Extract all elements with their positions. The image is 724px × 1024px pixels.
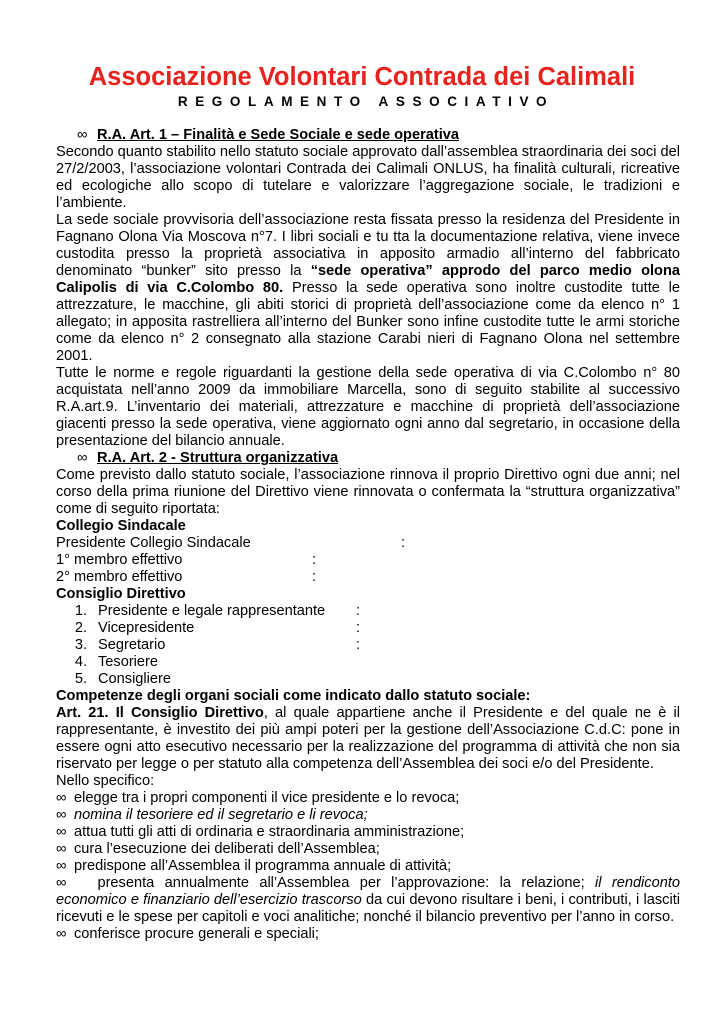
collegio-row bbox=[56, 569, 680, 586]
duty-text: conferisce procure generali e speciali; bbox=[74, 926, 319, 942]
infinity-bullet-icon: ∞ bbox=[56, 926, 67, 942]
duty-item bbox=[56, 841, 680, 858]
document-subtitle: REGOLAMENTO ASSOCIATIVO bbox=[177, 94, 555, 109]
art2-heading bbox=[56, 450, 680, 467]
list-label: Tesoriere bbox=[98, 654, 159, 670]
art1-paragraph-1: Secondo quanto stabilito nello statuto sociale approvato dall’assemblea straordinaria dei soci del 27/2/2003, l’associazione volontari Contrada dei Calimali ONLUS, ha finalità culturali, ricreative ed ecologiche allo scopo di tutelare e valorizzare l’aggregazione sociale, le tradizioni e l’ambiente. bbox=[56, 144, 680, 211]
duty-text: elegge tra i propri componenti il vice presidente e lo revoca; bbox=[74, 790, 460, 806]
duty-text: predispone all’Assemblea il programma annuale di attività; bbox=[74, 858, 452, 874]
list-label: Segretario bbox=[98, 637, 166, 653]
collegio-row-label: 1° membro effettivo bbox=[56, 552, 183, 568]
list-number: 1. bbox=[74, 603, 87, 619]
consiglio-list-item bbox=[56, 654, 680, 671]
duty-item-long bbox=[56, 875, 680, 926]
art1-heading bbox=[56, 127, 680, 144]
nello-specifico: Nello specifico: bbox=[56, 773, 155, 789]
duty-item bbox=[56, 807, 680, 824]
art1-paragraph-2 bbox=[56, 212, 680, 365]
collegio-row-sep: : bbox=[401, 535, 406, 551]
list-sep: : bbox=[356, 620, 361, 636]
duty-item bbox=[56, 790, 680, 807]
duty-text: nomina il tesoriere ed il segretario e li revoca; bbox=[74, 807, 368, 823]
art1-heading-text: R.A. Art. 1 – Finalità e Sede Sociale e sede operativa bbox=[97, 127, 460, 143]
collegio-row bbox=[56, 535, 680, 552]
art1-p2-text-a: La sede sociale provvisoria dell’associazione resta fissata presso la residenza del Presidente in Fagnano Olona Via Moscova n°7. I libri sociali e tu tta la documentazione relativa, viene invece custodita presso la proprietà associativa in apposito armadio all’interno del fabbricato denominato “bunker” sito presso la bbox=[56, 212, 680, 279]
list-number: 3. bbox=[74, 637, 87, 653]
collegio-row-sep: : bbox=[312, 569, 317, 585]
duty-text-italic: il rendiconto economico e finanziario dell’esercizio trascorso bbox=[56, 875, 680, 908]
duty-item bbox=[56, 824, 680, 841]
competenze-title: Competenze degli organi sociali come indicato dallo statuto sociale: bbox=[56, 688, 531, 704]
list-number: 5. bbox=[74, 671, 87, 687]
infinity-bullet-icon: ∞ bbox=[56, 875, 67, 891]
duty-item bbox=[56, 858, 680, 875]
art2-paragraph-1: Come previsto dallo statuto sociale, l’associazione rinnova il proprio Direttivo ogni due anni; nel corso della prima riunione del Direttivo viene rinnovata o confermata la “struttura organizzativa” come di seguito riportata: bbox=[56, 467, 680, 517]
list-sep: : bbox=[356, 637, 361, 653]
document-title: Associazione Volontari Contrada dei Calimali bbox=[88, 63, 636, 91]
duty-item bbox=[56, 926, 680, 943]
duty-text-b: da cui devono risultare i beni, i contributi, i lasciti ricevuti e le spese per capitoli e voci analitiche; nonché il bilancio preventivo per l’anno in corso. bbox=[56, 892, 680, 925]
duty-text-a: presenta annualmente all’Assemblea per l’approvazione: la relazione; bbox=[97, 875, 585, 891]
infinity-bullet-icon: ∞ bbox=[56, 790, 67, 806]
list-label: Presidente e legale rappresentante bbox=[98, 603, 326, 619]
consiglio-list-item bbox=[56, 603, 680, 620]
infinity-bullet-icon: ∞ bbox=[56, 824, 67, 840]
art21-paragraph bbox=[56, 705, 680, 773]
consiglio-list-item bbox=[56, 637, 680, 654]
list-sep: : bbox=[356, 603, 361, 619]
consiglio-list-item bbox=[56, 620, 680, 637]
collegio-row-sep: : bbox=[312, 552, 317, 568]
collegio-row bbox=[56, 552, 680, 569]
art21-text: , al quale appartiene anche il Presidente e del quale ne è il rappresentante, è investito dei più ampi poteri per la gestione dell’Associazione C.d.C: pone in essere ogni atto esecutivo necessario per la realizzazione del programma di attività che non sia riservato per legge o per statuto alla competenza dell’Assemblea dei soci e/o del Presidente. bbox=[56, 705, 680, 772]
art2-heading-text: R.A. Art. 2 - Struttura organizzativa bbox=[97, 450, 339, 466]
infinity-bullet-icon: ∞ bbox=[77, 127, 88, 143]
consiglio-list-item bbox=[56, 671, 680, 688]
art21-bold: Art. 21. Il Consiglio Direttivo bbox=[56, 705, 264, 721]
collegio-row-label: Presidente Collegio Sindacale bbox=[56, 535, 251, 551]
art1-p2-bold: “sede operativa” approdo del parco medio olona Calipolis di via C.Colombo 80. bbox=[56, 263, 680, 296]
list-number: 4. bbox=[74, 654, 87, 670]
art1-p2-text-b: Presso la sede operativa sono inoltre custodite tutte le attrezzature, le macchine, gli abiti storici di proprietà dell’associazione come da elenco n° 1 allegato; in apposita rastrelliera all’interno del Bunker sono infine custodite tutte le armi storiche come da elenco n° 2 consegnato alla stazione Carabi nieri di Fagnano Olona nel settembre 2001. bbox=[56, 280, 681, 364]
duty-text: cura l’esecuzione dei deliberati dell’Assemblea; bbox=[74, 841, 380, 857]
list-label: Consigliere bbox=[98, 671, 172, 687]
document-body bbox=[56, 127, 680, 943]
art1-paragraph-3: Tutte le norme e regole riguardanti la gestione della sede operativa di via C.Colombo n° 80 acquistata nell’anno 2009 da immobiliare Marcella, sono di seguito stabilite al successivo R.A.art.9. L’inventario dei materiali, attrezzature e macchine di proprietà dell’associazione giacenti presso la sede operativa, viene aggiornato ogni anno dal segretario, in occasione della presentazione del bilancio annuale. bbox=[56, 365, 680, 449]
list-label: Vicepresidente bbox=[98, 620, 195, 636]
consiglio-direttivo-title: Consiglio Direttivo bbox=[56, 586, 186, 602]
infinity-bullet-icon: ∞ bbox=[56, 807, 67, 823]
consiglio-list bbox=[56, 603, 680, 688]
collegio-row-label: 2° membro effettivo bbox=[56, 569, 183, 585]
infinity-bullet-icon: ∞ bbox=[56, 858, 67, 874]
duty-text: attua tutti gli atti di ordinaria e straordinaria amministrazione; bbox=[74, 824, 465, 840]
list-number: 2. bbox=[74, 620, 87, 636]
infinity-bullet-icon: ∞ bbox=[77, 450, 88, 466]
collegio-sindacale-title: Collegio Sindacale bbox=[56, 518, 186, 534]
infinity-bullet-icon: ∞ bbox=[56, 841, 67, 857]
